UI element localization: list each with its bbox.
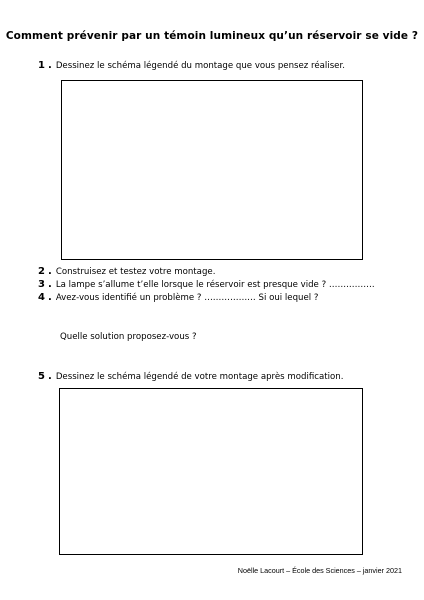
page-title: Comment prévenir par un témoin lumineux qu’un réservoir se vide ? — [5, 30, 419, 42]
question-4: 4 . Avez-vous identifié un problème ? ……………… Si oui lequel ? — [38, 292, 319, 303]
question-2: 2 . Construisez et testez votre montage. — [38, 266, 216, 277]
question-2-text: Construisez et testez votre montage. — [55, 267, 216, 277]
solution-prompt: Quelle solution proposez-vous ? — [60, 332, 197, 342]
question-5: 5 . Dessinez le schéma légendé de votre montage après modification. — [38, 371, 344, 382]
question-1-text: Dessinez le schéma légendé du montage que vous pensez réaliser. — [55, 61, 345, 71]
question-1: 1 . Dessinez le schéma légendé du montage que vous pensez réaliser. — [38, 60, 345, 71]
question-2-number: 2 — [38, 266, 45, 277]
drawing-box-1[interactable] — [61, 80, 363, 260]
question-5-number: 5 — [38, 371, 45, 382]
question-5-text: Dessinez le schéma légendé de votre montage après modification. — [55, 372, 344, 382]
page-footer: Noëlle Lacourt – École des Sciences – janvier 2021 — [237, 566, 402, 575]
question-3-number: 3 — [38, 279, 45, 290]
question-4-text: Avez-vous identifié un problème ? ……………… Si oui lequel ? — [55, 293, 319, 303]
question-4-number: 4 — [38, 292, 45, 303]
question-3-text: La lampe s’allume t’elle lorsque le réservoir est presque vide ? ……………. — [55, 280, 375, 290]
question-3: 3 . La lampe s’allume t’elle lorsque le réservoir est presque vide ? ……………. — [38, 279, 375, 290]
drawing-box-2[interactable] — [59, 388, 363, 555]
question-1-number: 1 — [38, 60, 45, 71]
